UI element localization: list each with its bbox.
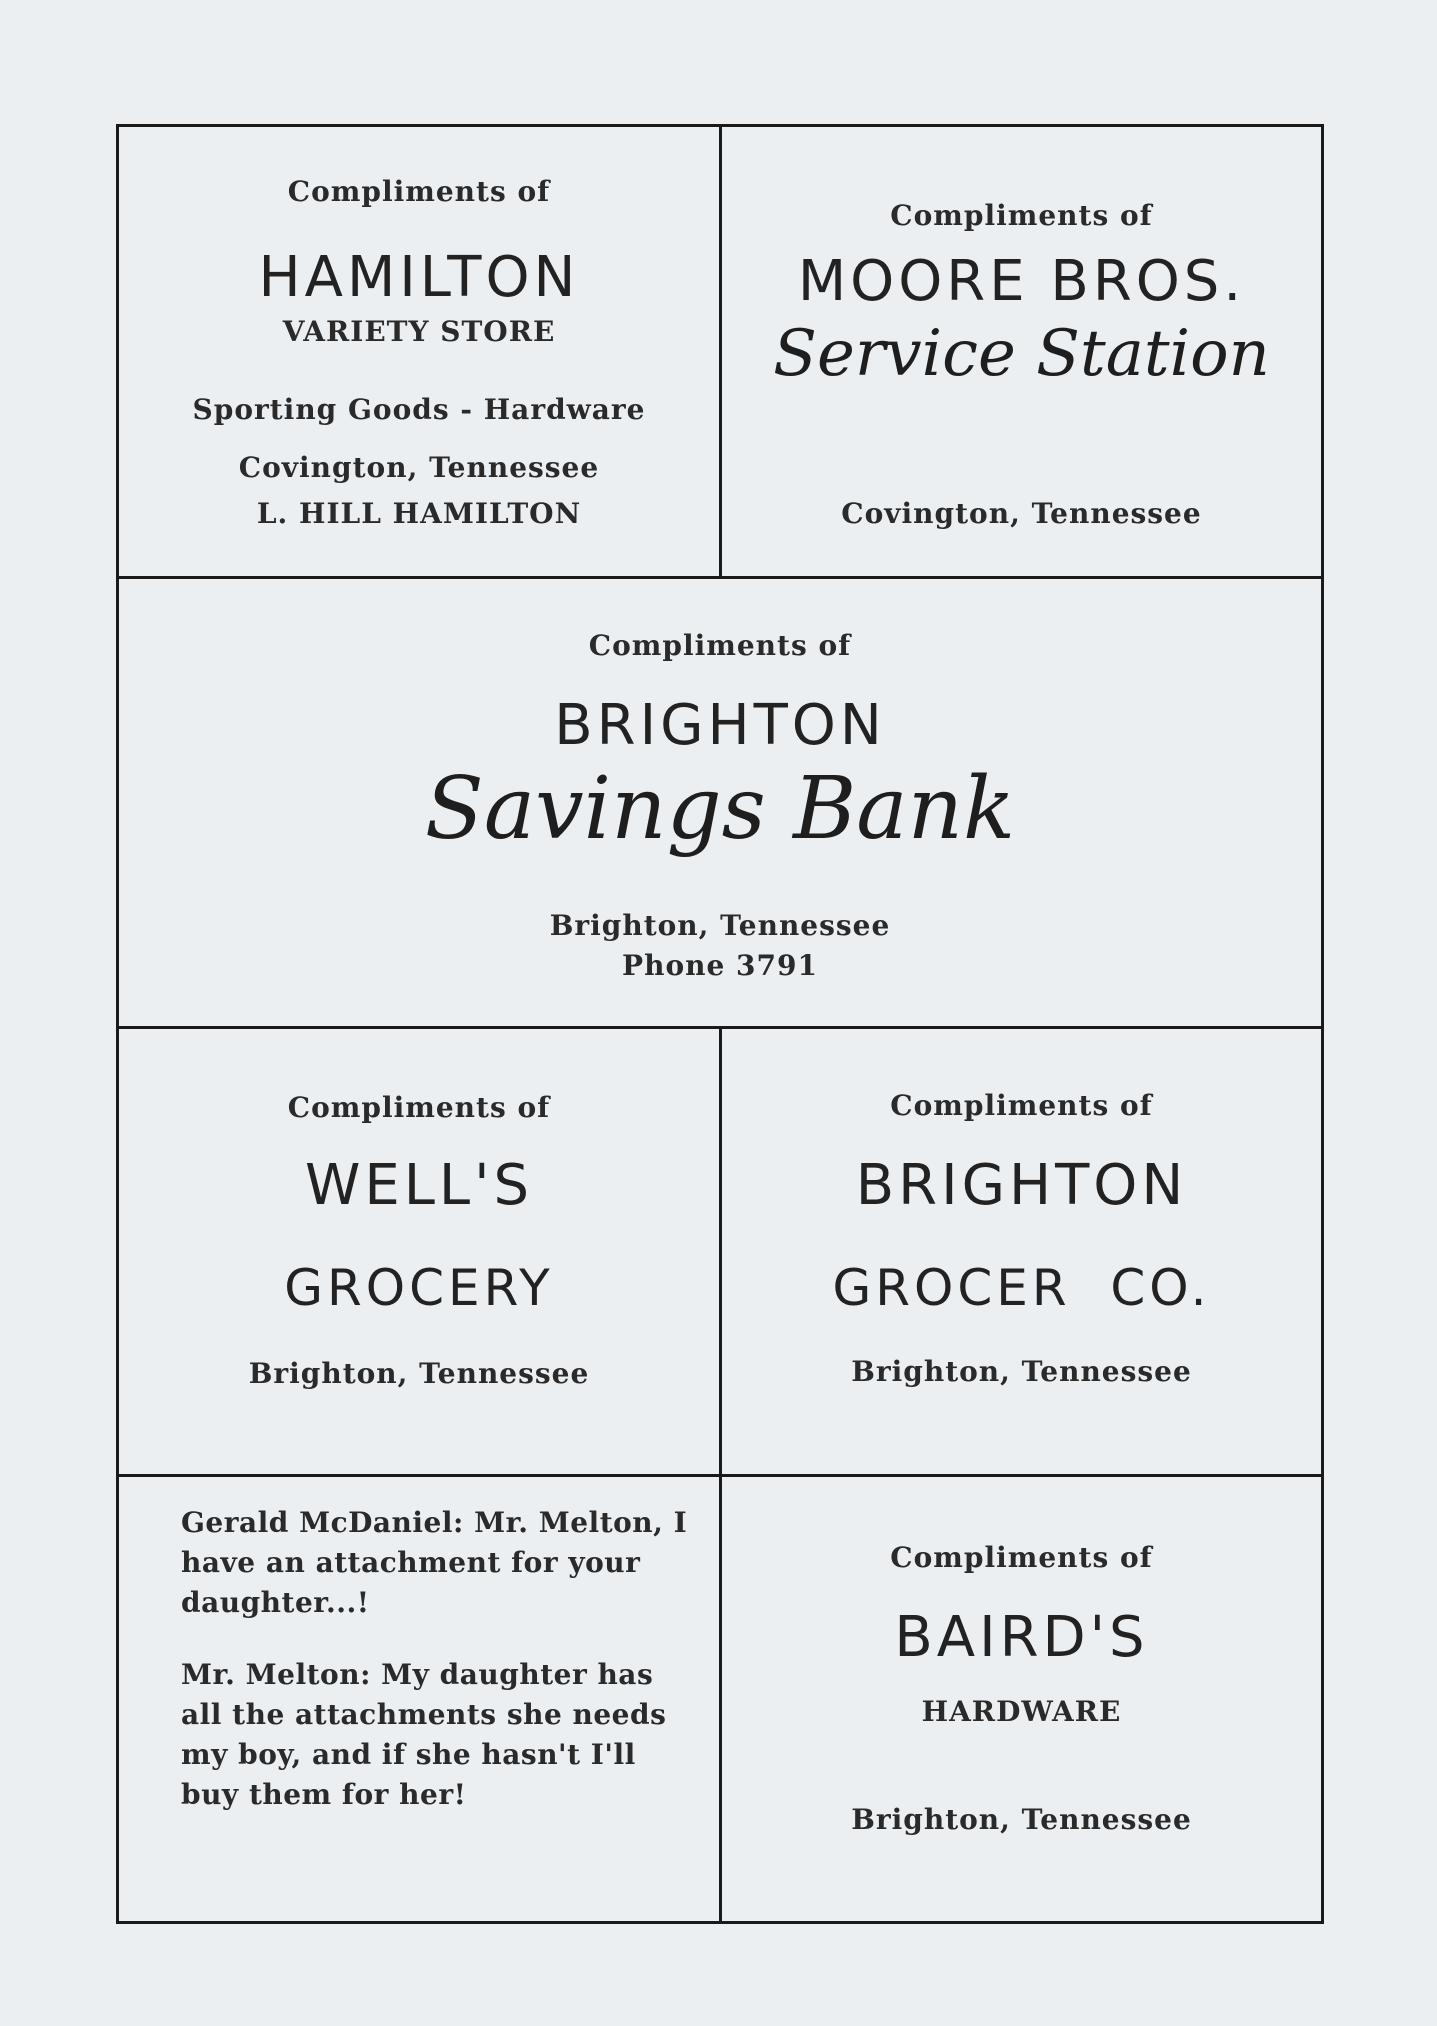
ad-brighton-savings-bank bbox=[119, 579, 1321, 1026]
compliments-text: Compliments of bbox=[588, 629, 852, 662]
owner-text: L. HILL HAMILTON bbox=[256, 497, 582, 530]
business-script: Savings Bank bbox=[424, 759, 1016, 859]
location-text: Covington, Tennessee bbox=[238, 451, 600, 484]
compliments-text: Compliments of bbox=[890, 1541, 1153, 1574]
ad-grid bbox=[116, 124, 1324, 1924]
location-text: Brighton, Tennessee bbox=[851, 1355, 1192, 1388]
business-subtitle: HARDWARE bbox=[921, 1695, 1122, 1728]
compliments-text: Compliments of bbox=[890, 1089, 1153, 1122]
location-text: Covington, Tennessee bbox=[841, 497, 1202, 530]
joke-box bbox=[119, 1477, 719, 1921]
phone-text: Phone 3791 bbox=[622, 949, 818, 982]
ad-wells-grocery bbox=[119, 1029, 719, 1474]
joke-line-1: Gerald McDaniel: Mr. Melton, I have an attachment for your daughter...! bbox=[181, 1506, 688, 1619]
joke-line-2: Mr. Melton: My daughter has all the attachments she needs my boy, and if she hasn't I'll buy them for her! bbox=[181, 1658, 667, 1811]
goods-text: Sporting Goods - Hardware bbox=[192, 393, 646, 426]
business-name: MOORE BROS. bbox=[797, 249, 1246, 314]
business-name: HAMILTON bbox=[258, 245, 580, 310]
location-text: Brighton, Tennessee bbox=[248, 1357, 590, 1390]
location-text: Brighton, Tennessee bbox=[851, 1803, 1192, 1836]
business-name: BRIGHTON bbox=[855, 1153, 1188, 1218]
location-text: Brighton, Tennessee bbox=[549, 909, 891, 942]
business-subtitle: GROCER CO. bbox=[832, 1259, 1211, 1317]
compliments-text: Compliments of bbox=[287, 175, 551, 208]
ad-hamilton bbox=[119, 127, 719, 576]
compliments-text: Compliments of bbox=[287, 1091, 551, 1124]
business-script: Service Station bbox=[773, 317, 1270, 391]
business-subtitle: GROCERY bbox=[284, 1259, 554, 1317]
business-subtitle: VARIETY STORE bbox=[282, 315, 556, 348]
business-name: WELL'S bbox=[304, 1153, 534, 1218]
ad-brighton-grocer bbox=[722, 1029, 1321, 1474]
ad-moore-bros bbox=[722, 127, 1321, 576]
compliments-text: Compliments of bbox=[890, 199, 1153, 232]
business-name: BAIRD'S bbox=[894, 1605, 1149, 1670]
business-name: BRIGHTON bbox=[554, 693, 886, 758]
ad-bairds-hardware bbox=[722, 1477, 1321, 1921]
